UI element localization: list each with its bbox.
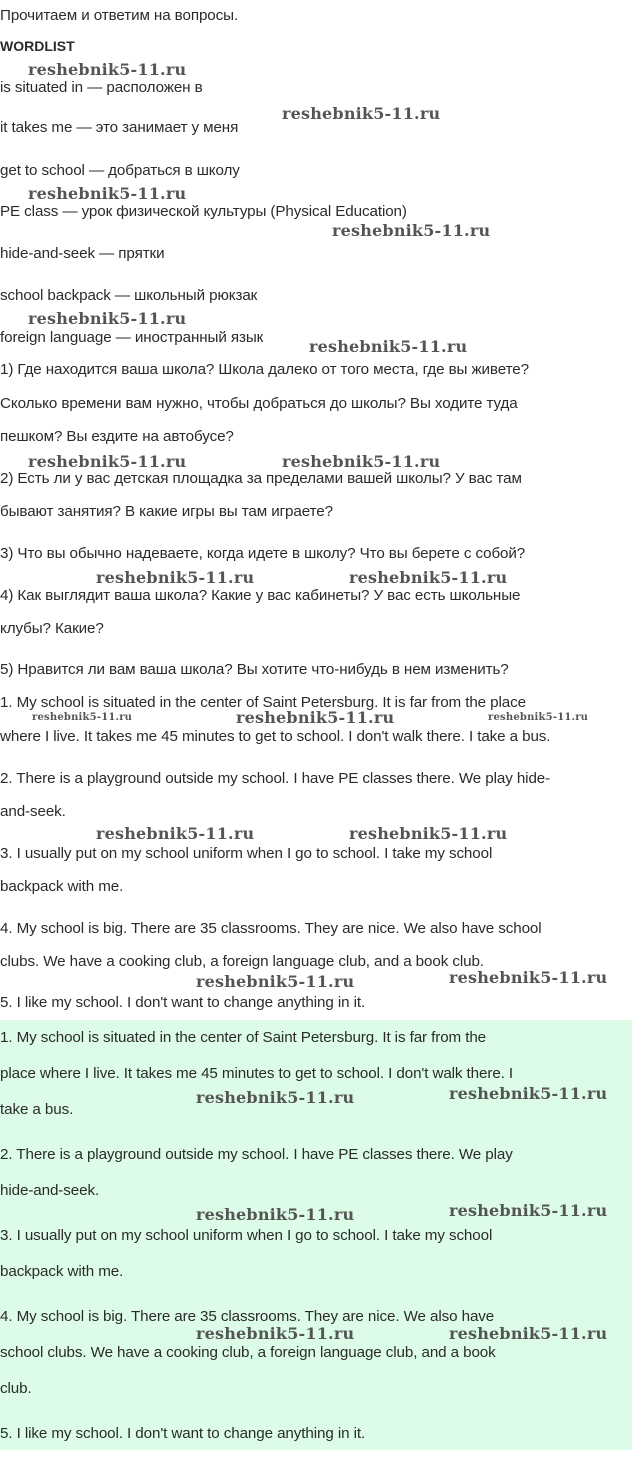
wordlist-heading: WORDLIST xyxy=(0,38,75,54)
highlighted-line: take a bus. xyxy=(0,1101,74,1118)
watermark: reshebnik5-11.ru xyxy=(449,968,608,987)
highlighted-line: place where I live. It takes me 45 minutes to get to school. I don't walk there. I xyxy=(0,1065,514,1082)
answer-line: clubs. We have a cooking club, a foreign language club, and a book club. xyxy=(0,953,484,970)
question-line: Сколько времени вам нужно, чтобы добраться до школы? Вы ходите туда xyxy=(0,395,518,412)
watermark: reshebnik5-11.ru xyxy=(449,1324,608,1343)
answer-line: where I live. It takes me 45 minutes to get to school. I don't walk there. I take a bus. xyxy=(0,728,551,745)
watermark: reshebnik5-11.ru xyxy=(349,824,508,843)
highlighted-line: school clubs. We have a cooking club, a foreign language club, and a book xyxy=(0,1344,496,1361)
watermark: reshebnik5-11.ru xyxy=(28,184,187,203)
highlighted-line: 2. There is a playground outside my school. I have PE classes there. We play xyxy=(0,1146,513,1163)
question-line: 1) Где находится ваша школа? Школа далеко от того места, где вы живете? xyxy=(0,361,529,378)
question-line: 5) Нравится ли вам ваша школа? Вы хотите что-нибудь в нем изменить? xyxy=(0,661,509,678)
watermark: reshebnik5-11.ru xyxy=(28,60,187,79)
watermark: reshebnik5-11.ru xyxy=(28,452,187,471)
answer-line: backpack with me. xyxy=(0,878,124,895)
answer-line: 5. I like my school. I don't want to change anything in it. xyxy=(0,994,366,1011)
watermark: reshebnik5-11.ru xyxy=(196,1088,355,1107)
answer-line: 2. There is a playground outside my school. I have PE classes there. We play hide- xyxy=(0,770,551,787)
question-line: 4) Как выглядит ваша школа? Какие у вас кабинеты? У вас есть школьные xyxy=(0,587,521,604)
watermark: reshebnik5-11.ru xyxy=(332,221,491,240)
answer-line: and-seek. xyxy=(0,803,66,820)
wordlist-item: is situated in — расположен в xyxy=(0,79,203,96)
question-line: клубы? Какие? xyxy=(0,620,104,637)
watermark: reshebnik5-11.ru xyxy=(449,1201,608,1220)
wordlist-item: PE class — урок физической культуры (Physical Education) xyxy=(0,203,407,220)
watermark: reshebnik5-11.ru xyxy=(449,1084,608,1103)
watermark: reshebnik5-11.ru xyxy=(196,1205,355,1224)
highlighted-line: 4. My school is big. There are 35 classrooms. They are nice. We also have xyxy=(0,1308,495,1325)
highlighted-line: club. xyxy=(0,1380,32,1397)
watermark: reshebnik5-11.ru xyxy=(349,568,508,587)
watermark: reshebnik5-11.ru xyxy=(32,712,133,723)
highlighted-line: 5. I like my school. I don't want to change anything in it. xyxy=(0,1425,366,1442)
highlighted-line: hide-and-seek. xyxy=(0,1182,100,1199)
question-line: 2) Есть ли у вас детская площадка за пределами вашей школы? У вас там xyxy=(0,470,522,487)
highlighted-line: 3. I usually put on my school uniform when I go to school. I take my school xyxy=(0,1227,493,1244)
question-line: бывают занятия? В какие игры вы там играете? xyxy=(0,503,333,520)
highlighted-line: backpack with me. xyxy=(0,1263,124,1280)
watermark: reshebnik5-11.ru xyxy=(282,104,441,123)
answer-line: 4. My school is big. There are 35 classrooms. They are nice. We also have school xyxy=(0,920,542,937)
intro-text: Прочитаем и ответим на вопросы. xyxy=(0,7,239,24)
wordlist-item: it takes me — это занимает у меня xyxy=(0,119,239,136)
wordlist-item: get to school — добраться в школу xyxy=(0,162,240,179)
wordlist-item: hide-and-seek — прятки xyxy=(0,245,165,262)
watermark: reshebnik5-11.ru xyxy=(309,337,468,356)
highlighted-line: 1. My school is situated in the center of Saint Petersburg. It is far from the xyxy=(0,1029,487,1046)
watermark: reshebnik5-11.ru xyxy=(28,309,187,328)
watermark: reshebnik5-11.ru xyxy=(196,1324,355,1343)
watermark: reshebnik5-11.ru xyxy=(96,568,255,587)
question-line: 3) Что вы обычно надеваете, когда идете в школу? Что вы берете с собой? xyxy=(0,545,526,562)
wordlist-item: foreign language — иностранный язык xyxy=(0,329,264,346)
wordlist-item: school backpack — школьный рюкзак xyxy=(0,287,258,304)
answer-line: 1. My school is situated in the center of Saint Petersburg. It is far from the place xyxy=(0,694,526,711)
watermark: reshebnik5-11.ru xyxy=(236,708,395,727)
watermark: reshebnik5-11.ru xyxy=(282,452,441,471)
watermark: reshebnik5-11.ru xyxy=(96,824,255,843)
watermark: reshebnik5-11.ru xyxy=(488,712,589,723)
answer-line: 3. I usually put on my school uniform when I go to school. I take my school xyxy=(0,845,493,862)
question-line: пешком? Вы ездите на автобусе? xyxy=(0,428,234,445)
watermark: reshebnik5-11.ru xyxy=(196,972,355,991)
